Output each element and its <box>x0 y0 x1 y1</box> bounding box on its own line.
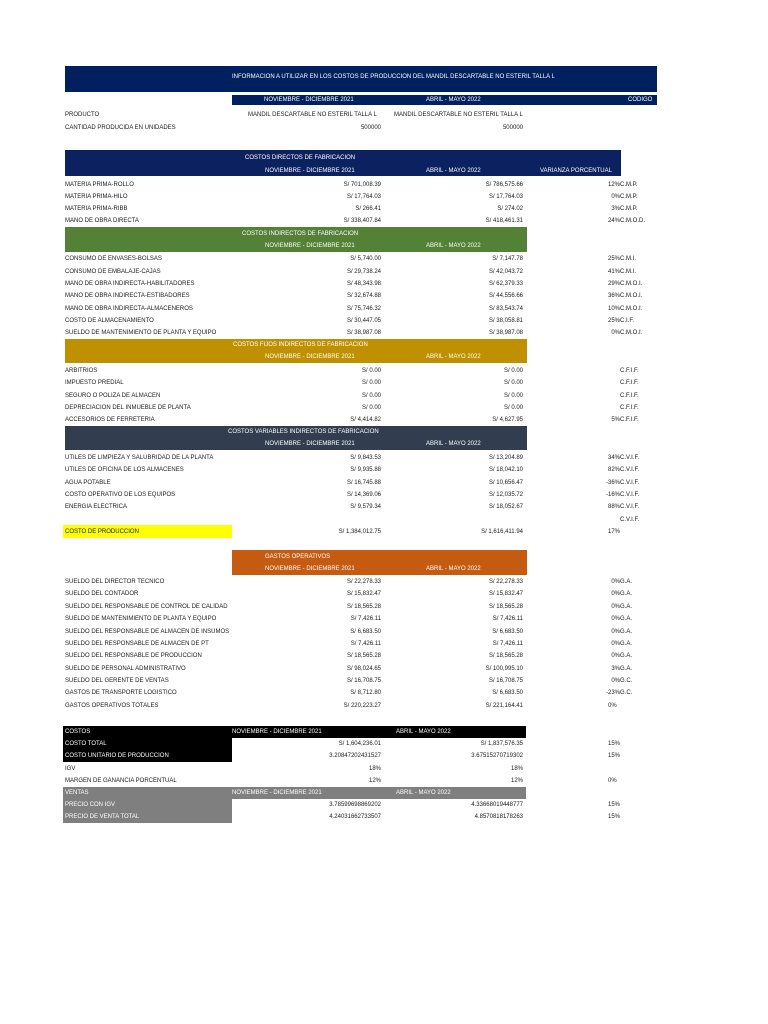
row-label: SUELDO DEL GERENTE DE VENTAS <box>65 678 169 684</box>
info-title: INFORMACION A UTILIZAR EN LOS COSTOS DE PRODUCCION DEL MANDIL DESCARTABLE NO ESTERIL TALLA L <box>232 74 555 80</box>
row-label: SUELDO DE MANTENIMIENTO DE PLANTA Y EQUIPO <box>65 330 217 336</box>
row-value-2: S/ 4,627.95 <box>492 417 523 423</box>
table-row <box>0 477 768 489</box>
row-value-1: S/ 75,746.32 <box>346 306 381 312</box>
row-label: DEPRECIACION DEL INMUEBLE DE PLANTA <box>65 405 191 411</box>
table-row <box>0 179 768 191</box>
row-value-2: S/ 13,204.89 <box>488 455 523 461</box>
row-label: MANO DE OBRA INDIRECTA-ESTIBADORES <box>65 293 190 299</box>
ventas-header-row <box>0 787 768 799</box>
row-value-2: S/ 786,575.66 <box>485 182 523 188</box>
row-value-1: S/ 22,278.33 <box>346 579 381 585</box>
row-label: SUELDO DEL DIRECTOR TECNICO <box>65 579 165 585</box>
row-code: C.M.I. <box>620 256 636 262</box>
row-code: C.F.I.F. <box>620 368 639 374</box>
fijos-title: COSTOS FIJOS INDIRECTOS DE FABRICACION <box>233 342 368 348</box>
row-label: GASTOS DE TRANSPORTE LOGISTICO <box>65 690 177 696</box>
row-pct: 41% <box>607 269 620 275</box>
row-pct: 0% <box>611 641 620 647</box>
row-pct: 36% <box>607 293 620 299</box>
row-value-1: S/ 9,579.34 <box>350 504 381 510</box>
row-pct: 15% <box>608 753 621 759</box>
row-label: IMPUESTO PREDIAL <box>65 380 124 386</box>
row-value-1: S/ 18,565.28 <box>346 653 381 659</box>
row-label: CANTIDAD PRODUCIDA EN UNIDADES <box>65 125 176 131</box>
row-code: G.A. <box>620 579 633 585</box>
row-value-1: 18% <box>368 766 381 772</box>
row-label: CONSUMO DE EMBALAJE-CAJAS <box>65 269 161 275</box>
row-label: PRODUCTO <box>65 112 100 118</box>
fijos-period2: ABRIL - MAYO 2022 <box>426 354 481 360</box>
row-value-1: S/ 7,426.11 <box>350 641 381 647</box>
row-value-1: S/ 6,683.50 <box>350 629 381 635</box>
info-period1: NOVIEMBRE - DICIEMBRE 2021 <box>264 97 354 103</box>
row-label: ARBITRIOS <box>65 368 98 374</box>
info-row-cantidad <box>0 122 768 134</box>
info-period2: ABRIL - MAYO 2022 <box>426 97 481 103</box>
row-value-1: 3.20847202431527 <box>329 753 381 759</box>
row-code: G.A. <box>620 591 633 597</box>
row-label: SUELDO DEL RESPONSABLE DE ALMACEN DE INSUMOS <box>65 629 230 635</box>
row-value-1: S/ 32,674.88 <box>346 293 381 299</box>
table-row <box>0 650 768 662</box>
directos-period2: ABRIL - MAYO 2022 <box>426 168 481 174</box>
table-row <box>0 738 768 750</box>
row-value-1: S/ 98,024.65 <box>346 666 381 672</box>
row-code: G.C. <box>620 690 633 696</box>
row-value-2: 12% <box>510 778 523 784</box>
row-value-2: S/ 10,656.47 <box>488 480 523 486</box>
row-value-2: S/ 7,426.11 <box>492 641 523 647</box>
row-code: C.V.I.F. <box>620 517 640 523</box>
row-label: PRECIO DE VENTA TOTAL <box>65 814 140 820</box>
table-row <box>0 266 768 278</box>
row-label: SEGURO O POLIZA DE ALMACEN <box>65 393 161 399</box>
gastos-title: GASTOS OPERATIVOS <box>265 554 331 560</box>
row-value-2: S/ 83,543.74 <box>488 306 523 312</box>
row-pct: 15% <box>608 814 621 820</box>
table-row <box>0 663 768 675</box>
table-row <box>0 402 768 414</box>
row-pct: 29% <box>607 281 620 287</box>
row-label: IGV <box>65 766 76 772</box>
row-value-1: S/ 9,843.53 <box>350 455 381 461</box>
row-code: C.M.O.I. <box>620 306 643 312</box>
row-value-1: S/ 1,384,012.75 <box>338 529 381 535</box>
row-pct: 34% <box>607 455 620 461</box>
directos-varianza: VARIANZA PORCENTUAL <box>540 168 612 174</box>
row-value-2: S/ 1,616,411.94 <box>481 529 523 535</box>
indirectos-period2: ABRIL - MAYO 2022 <box>426 243 481 249</box>
row-value-1: S/ 38,987.08 <box>346 330 381 336</box>
row-value-2: MANDIL DESCARTABLE NO ESTERIL TALLA L <box>394 112 523 118</box>
row-value-2: S/ 38,987.08 <box>488 330 523 336</box>
row-value-2: S/ 6,683.50 <box>492 690 523 696</box>
row-pct: 3% <box>611 206 620 212</box>
table-row <box>0 811 768 823</box>
costo-produccion-row <box>0 526 768 538</box>
row-value-1: NOVIEMBRE - DICIEMBRE 2021 <box>232 790 322 796</box>
gastos-period2: ABRIL - MAYO 2022 <box>426 566 481 572</box>
table-row <box>0 303 768 315</box>
row-value-1: S/ 701,008.39 <box>343 182 381 188</box>
row-value-1: S/ 0.00 <box>361 405 381 411</box>
table-row <box>0 687 768 699</box>
row-value-1: 500000 <box>360 125 381 131</box>
row-pct: 88% <box>607 504 620 510</box>
row-value-2: S/ 1,837,576.35 <box>480 741 523 747</box>
row-label: COSTO UNITARIO DE PRODUCCION <box>65 753 169 759</box>
directos-period1: NOVIEMBRE - DICIEMBRE 2021 <box>265 168 355 174</box>
row-code: G.A. <box>620 666 633 672</box>
table-row <box>0 700 768 712</box>
row-code: C.F.I.F. <box>620 393 639 399</box>
table-row <box>0 215 768 227</box>
row-label: MANO DE OBRA INDIRECTA-ALMACENEROS <box>65 306 193 312</box>
row-pct: 15% <box>608 802 621 808</box>
row-value-2: S/ 7,426.11 <box>492 616 523 622</box>
info-codigo: CODIGO <box>628 97 653 103</box>
variables-period2: ABRIL - MAYO 2022 <box>426 441 481 447</box>
row-label: SUELDO DE PERSONAL ADMINISTRATIVO <box>65 666 186 672</box>
table-row <box>0 452 768 464</box>
row-value-1: S/ 1,604,236.01 <box>338 741 381 747</box>
row-pct: 17% <box>608 529 621 535</box>
table-row <box>0 203 768 215</box>
row-value-2: 4.33668019448777 <box>471 802 523 808</box>
row-label: COSTO DE PRODUCCION <box>65 529 139 535</box>
row-value-1: S/ 29,738.24 <box>346 269 381 275</box>
row-label: ACCESORIOS DE FERRETERIA <box>65 417 155 423</box>
row-label: ENERGIA ELECTRICA <box>65 504 128 510</box>
row-code: C.M.O.I. <box>620 330 643 336</box>
row-pct: -16% <box>605 492 620 498</box>
row-code: C.V.I.F. <box>620 467 640 473</box>
row-value-1: S/ 4,414.82 <box>350 417 381 423</box>
row-value-1: MANDIL DESCARTABLE NO ESTERIL TALLA L <box>248 112 377 118</box>
row-value-2: S/ 18,052.67 <box>488 504 523 510</box>
row-label: SUELDO DEL RESPONSABLE DE PRODUCCION <box>65 653 202 659</box>
row-pct: 82% <box>607 467 620 473</box>
row-code: C.V.I.F. <box>620 480 640 486</box>
row-value-2: S/ 0.00 <box>503 393 523 399</box>
row-value-2: S/ 18,565.28 <box>488 604 523 610</box>
directos-title: COSTOS DIRECTOS DE FABRICACION <box>245 155 356 161</box>
row-value-2: S/ 6,683.50 <box>492 629 523 635</box>
table-row <box>0 414 768 426</box>
row-value-2: S/ 0.00 <box>503 405 523 411</box>
row-value-1: 12% <box>368 778 381 784</box>
row-value-2: S/ 0.00 <box>503 368 523 374</box>
indirectos-title: COSTOS INDIRECTOS DE FABRICACION <box>242 231 359 237</box>
row-code: C.V.I.F. <box>620 504 640 510</box>
table-row <box>0 278 768 290</box>
row-code: C.M.P. <box>620 182 638 188</box>
table-row <box>0 576 768 588</box>
indirectos-period1: NOVIEMBRE - DICIEMBRE 2021 <box>265 243 355 249</box>
row-value-2: S/ 100,995.10 <box>485 666 523 672</box>
row-value-2: ABRIL - MAYO 2022 <box>396 729 451 735</box>
row-code: G.A. <box>620 616 633 622</box>
row-value-2: S/ 0.00 <box>503 380 523 386</box>
row-value-2: S/ 221,164.41 <box>485 703 523 709</box>
row-label: UTILES DE LIMPIEZA Y SALUBRIDAD DE LA PLANTA <box>65 455 214 461</box>
row-pct: 24% <box>607 218 620 224</box>
row-pct: 0% <box>611 591 620 597</box>
row-value-1: S/ 30,447.05 <box>346 318 381 324</box>
row-value-1: S/ 48,343.98 <box>346 281 381 287</box>
table-row <box>0 464 768 476</box>
table-row <box>0 799 768 811</box>
row-code: C.M.O.I. <box>620 293 643 299</box>
row-value-2: 3.67515270719302 <box>471 753 523 759</box>
row-value-1: S/ 18,565.28 <box>346 604 381 610</box>
row-code: G.A. <box>620 604 633 610</box>
row-pct: 0% <box>611 579 620 585</box>
row-label: UTILES DE OFICINA DE LOS ALMACENES <box>65 467 184 473</box>
row-value-1: S/ 5,740.00 <box>350 256 381 262</box>
row-value-2: S/ 12,035.72 <box>488 492 523 498</box>
row-value-1: S/ 7,426.11 <box>350 616 381 622</box>
row-code: C.I.F. <box>620 318 635 324</box>
row-pct: 5% <box>611 417 620 423</box>
row-pct: 15% <box>608 741 621 747</box>
row-value-1: S/ 8,712.80 <box>350 690 381 696</box>
table-row <box>0 638 768 650</box>
row-code: G.A. <box>620 653 633 659</box>
row-label: SUELDO DE MANTENIMIENTO DE PLANTA Y EQUIPO <box>65 616 217 622</box>
row-label: SUELDO DEL RESPONSABLE DE ALMACEN DE PT <box>65 641 209 647</box>
row-value-2: ABRIL - MAYO 2022 <box>396 790 451 796</box>
row-code: C.M.P. <box>620 206 638 212</box>
row-value-2: S/ 16,708.75 <box>488 678 523 684</box>
row-pct: 10% <box>607 306 620 312</box>
row-pct: 12% <box>607 182 620 188</box>
row-value-2: 500000 <box>502 125 523 131</box>
row-code: G.C. <box>620 678 633 684</box>
row-value-2: S/ 22,278.33 <box>488 579 523 585</box>
gastos-period1: NOVIEMBRE - DICIEMBRE 2021 <box>265 566 355 572</box>
table-row <box>0 601 768 613</box>
row-value-1: 4.24031662733507 <box>329 814 381 820</box>
row-value-2: S/ 62,379.33 <box>488 281 523 287</box>
row-value-2: S/ 418,461.31 <box>485 218 523 224</box>
row-code: C.M.O.D. <box>620 218 645 224</box>
row-value-1: S/ 16,745.88 <box>346 480 381 486</box>
row-label: PRECIO CON IGV <box>65 802 116 808</box>
row-value-1: S/ 0.00 <box>361 393 381 399</box>
row-value-1: S/ 16,708.75 <box>346 678 381 684</box>
row-value-1: 3.78599698869202 <box>329 802 381 808</box>
table-row <box>0 290 768 302</box>
row-label: COSTO DE ALMACENAMIENTO <box>65 318 154 324</box>
row-value-1: NOVIEMBRE - DICIEMBRE 2021 <box>232 729 322 735</box>
row-code: C.F.I.F. <box>620 417 639 423</box>
info-row-producto <box>0 109 768 121</box>
variables-period1: NOVIEMBRE - DICIEMBRE 2021 <box>265 441 355 447</box>
row-label: MARGEN DE GANANCIA PORCENTUAL <box>65 778 177 784</box>
row-label: VENTAS <box>65 790 89 796</box>
row-pct: 3% <box>611 666 620 672</box>
row-value-2: 18% <box>510 766 523 772</box>
row-value-1: S/ 338,407.84 <box>343 218 381 224</box>
row-value-1: S/ 17,764.03 <box>346 194 381 200</box>
row-label: GASTOS OPERATIVOS TOTALES <box>65 703 159 709</box>
row-label: MATERIA PRIMA-ROLLO <box>65 182 134 188</box>
table-row <box>0 763 768 775</box>
row-value-1: S/ 220,223.27 <box>343 703 381 709</box>
row-code: C.V.I.F. <box>620 492 640 498</box>
row-pct: -23% <box>605 690 620 696</box>
row-code: C.V.I.F. <box>620 455 640 461</box>
table-row <box>0 253 768 265</box>
row-value-2: S/ 15,832.47 <box>488 591 523 597</box>
table-row <box>0 365 768 377</box>
row-label: CONSUMO DE ENVASES-BOLSAS <box>65 256 162 262</box>
row-value-1: S/ 0.00 <box>361 380 381 386</box>
row-code: G.A. <box>620 629 633 635</box>
variables-title: COSTOS VARIABLES INDIRECTOS DE FABRICACION <box>228 429 379 435</box>
row-pct: 0% <box>611 653 620 659</box>
row-label: MATERIA PRIMA-RIBB <box>65 206 128 212</box>
row-value-2: S/ 38,058.81 <box>488 318 523 324</box>
table-row <box>0 489 768 501</box>
row-code: C.M.O.I. <box>620 281 643 287</box>
row-code: C.M.I. <box>620 269 636 275</box>
row-value-2: S/ 17,764.03 <box>488 194 523 200</box>
row-code: C.M.P. <box>620 194 638 200</box>
fijos-period1: NOVIEMBRE - DICIEMBRE 2021 <box>265 354 355 360</box>
row-label: COSTOS <box>65 729 91 735</box>
table-row <box>0 588 768 600</box>
row-value-1: S/ 14,369.06 <box>346 492 381 498</box>
row-value-2: S/ 18,565.28 <box>488 653 523 659</box>
row-label: SUELDO DEL CONTADOR <box>65 591 139 597</box>
table-row <box>0 626 768 638</box>
table-row <box>0 315 768 327</box>
row-label: SUELDO DEL RESPONSABLE DE CONTROL DE CALIDAD <box>65 604 228 610</box>
row-code: C.F.I.F. <box>620 405 639 411</box>
table-row <box>0 501 768 513</box>
row-value-2: S/ 44,556.66 <box>488 293 523 299</box>
table-row <box>0 613 768 625</box>
row-code: G.A. <box>620 641 633 647</box>
table-row <box>0 390 768 402</box>
row-label: COSTO TOTAL <box>65 741 107 747</box>
row-pct: 0% <box>608 778 617 784</box>
row-label: COSTO OPERATIVO DE LOS EQUIPOS <box>65 492 176 498</box>
row-label: MANO DE OBRA DIRECTA <box>65 218 139 224</box>
table-row <box>0 675 768 687</box>
row-pct: 0% <box>611 194 620 200</box>
row-value-2: S/ 7,147.78 <box>492 256 523 262</box>
row-pct: 0% <box>611 604 620 610</box>
row-pct: -36% <box>605 480 620 486</box>
row-value-1: S/ 0.00 <box>361 368 381 374</box>
row-pct: 0% <box>611 616 620 622</box>
table-row <box>0 191 768 203</box>
row-value-1: S/ 15,832.47 <box>346 591 381 597</box>
row-code: C.F.I.F. <box>620 380 639 386</box>
row-pct: 0% <box>611 629 620 635</box>
row-value-2: 4.8570818178263 <box>474 814 523 820</box>
row-value-1: S/ 266.41 <box>355 206 381 212</box>
row-value-2: S/ 274.02 <box>497 206 523 212</box>
row-value-2: S/ 18,042.10 <box>488 467 523 473</box>
row-label: MANO DE OBRA INDIRECTA-HABILITADORES <box>65 281 195 287</box>
table-row <box>0 750 768 762</box>
table-row <box>0 377 768 389</box>
row-pct: 0% <box>608 703 617 709</box>
table-row <box>0 775 768 787</box>
row-label: AGUA POTABLE <box>65 480 111 486</box>
row-value-1: S/ 9,935.88 <box>350 467 381 473</box>
table-row <box>0 327 768 339</box>
row-pct: 0% <box>611 678 620 684</box>
costos-header-row <box>0 726 768 738</box>
row-pct: 25% <box>607 318 620 324</box>
row-value-2: S/ 42,043.72 <box>488 269 523 275</box>
row-pct: 25% <box>607 256 620 262</box>
row-pct: 0% <box>611 330 620 336</box>
row-label: MATERIA PRIMA-HILO <box>65 194 128 200</box>
